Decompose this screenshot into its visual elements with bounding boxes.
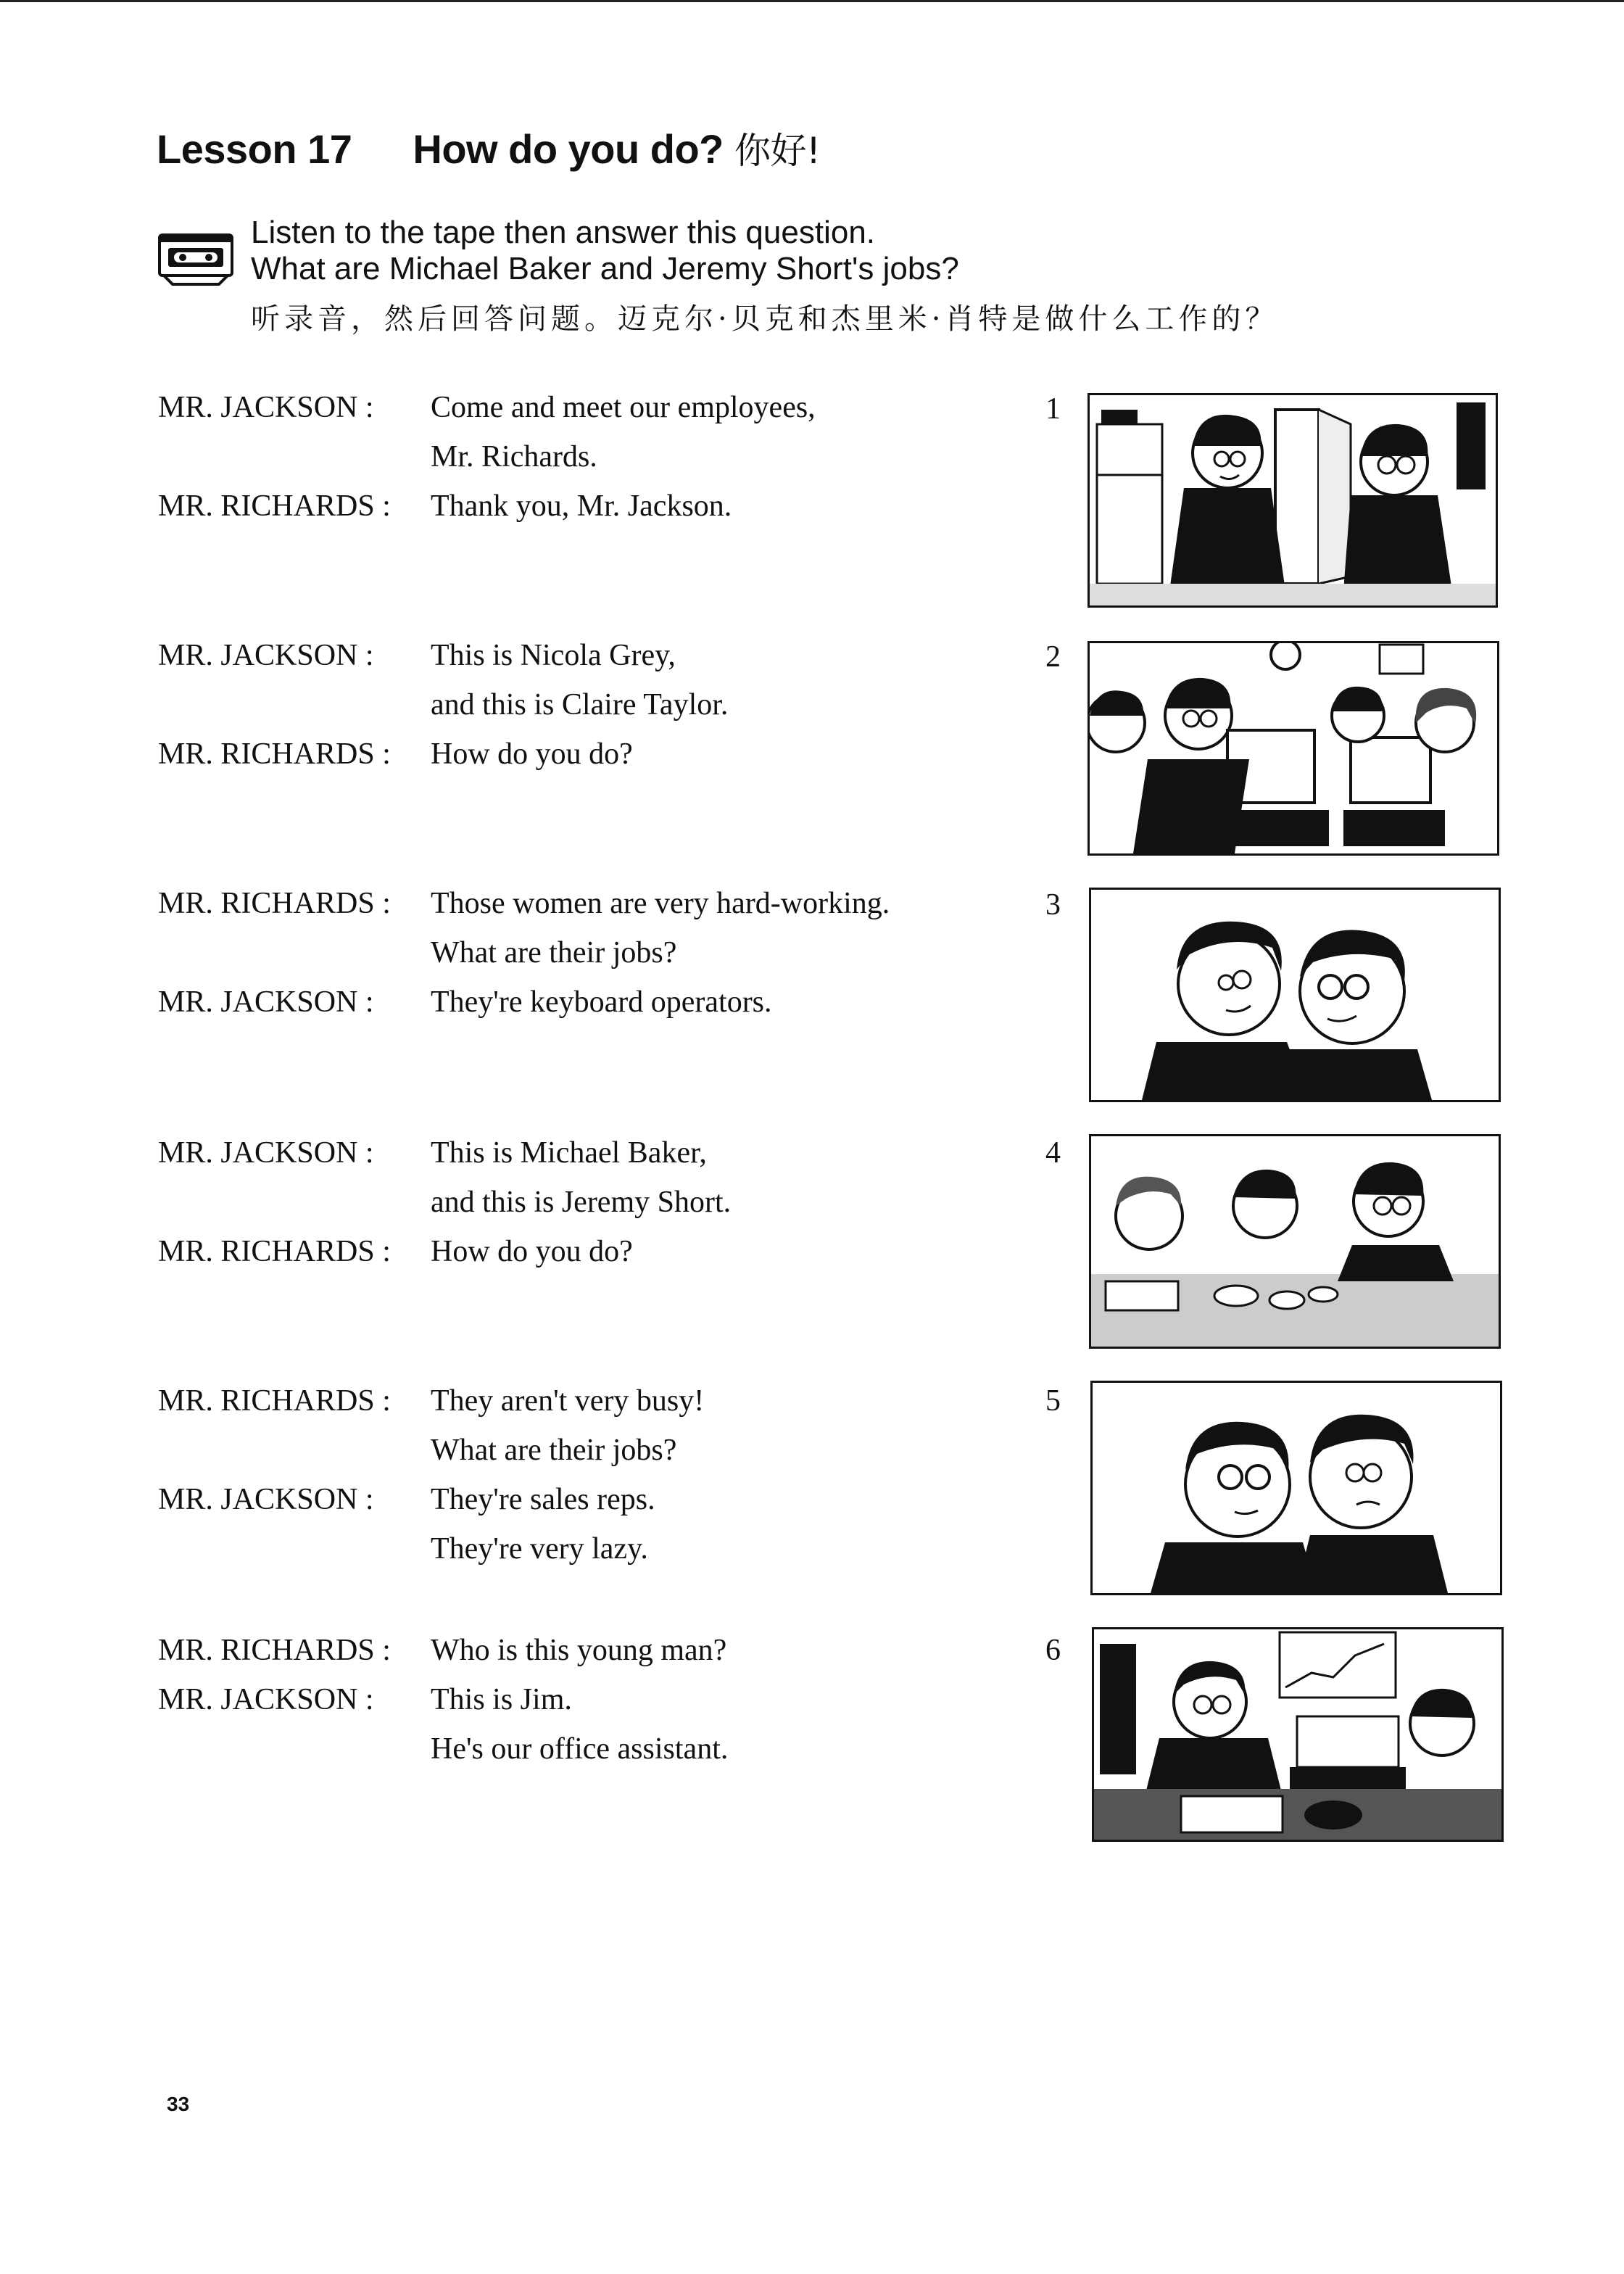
page-number: 33 <box>167 2093 190 2115</box>
speaker-label: MR. JACKSON : <box>158 985 374 1019</box>
dialogue-line: What are their jobs? <box>431 1434 677 1467</box>
dialogue-line: They're keyboard operators. <box>431 985 772 1019</box>
panel-number: 4 <box>1045 1136 1061 1170</box>
panel-number: 2 <box>1045 640 1061 674</box>
instruction-line-1: Listen to the tape then answer this question. <box>251 215 876 250</box>
speaker-label: MR. JACKSON : <box>158 391 374 424</box>
speaker-label: MR. JACKSON : <box>158 639 374 672</box>
speaker-label: MR. RICHARDS : <box>158 1235 391 1268</box>
dialogue-line: Those women are very hard-working. <box>431 887 890 920</box>
panel-number: 1 <box>1045 392 1061 426</box>
comic-panel-2 <box>1088 641 1499 856</box>
speaker-label: MR. JACKSON : <box>158 1683 374 1716</box>
comic-panel-1 <box>1088 393 1498 608</box>
panel-number: 6 <box>1045 1634 1061 1667</box>
dialogue-line: This is Nicola Grey, <box>431 639 676 672</box>
speaker-label: MR. RICHARDS : <box>158 1384 391 1418</box>
comic-panel-6 <box>1092 1627 1504 1842</box>
speaker-label: MR. JACKSON : <box>158 1483 374 1516</box>
speaker-label: MR. RICHARDS : <box>158 887 391 920</box>
dialogue-line: How do you do? <box>431 1235 633 1268</box>
speaker-label: MR. RICHARDS : <box>158 737 391 771</box>
instruction-line-cn: 听录音，然后回答问题。迈克尔·贝克和杰里米·肖特是做什么工作的？ <box>251 302 1279 336</box>
dialogue-line: They're sales reps. <box>431 1483 655 1516</box>
lesson-title <box>157 122 821 174</box>
dialogue-line: Thank you, Mr. Jackson. <box>431 489 732 523</box>
dialogue-line: Come and meet our employees, <box>431 391 816 424</box>
dialogue-line: Who is this young man? <box>431 1634 727 1667</box>
cassette-tape-icon <box>158 232 233 291</box>
dialogue-line: This is Jim. <box>431 1683 572 1716</box>
dialogue-line: They're very lazy. <box>431 1532 648 1566</box>
comic-panel-4 <box>1089 1134 1501 1349</box>
comic-panel-3 <box>1089 888 1501 1102</box>
dialogue-line: and this is Claire Taylor. <box>431 688 729 722</box>
panel-number: 5 <box>1045 1384 1061 1418</box>
instruction-line-2: What are Michael Baker and Jeremy Short's jobs? <box>251 251 959 286</box>
top-rule <box>0 0 1624 2</box>
lesson-label: Lesson 17 <box>157 126 352 172</box>
panel-number: 3 <box>1045 888 1061 922</box>
dialogue-line: and this is Jeremy Short. <box>431 1186 732 1219</box>
speaker-label: MR. RICHARDS : <box>158 1634 391 1667</box>
dialogue-line: What are their jobs? <box>431 936 677 969</box>
dialogue-line: How do you do? <box>431 737 633 771</box>
lesson-heading: How do you do? <box>413 126 724 172</box>
lesson-heading-cn: 你好! <box>734 130 821 172</box>
speaker-label: MR. JACKSON : <box>158 1136 374 1170</box>
speaker-label: MR. RICHARDS : <box>158 489 391 523</box>
dialogue-line: Mr. Richards. <box>431 440 597 474</box>
dialogue-line: He's our office assistant. <box>431 1732 729 1766</box>
dialogue-line: This is Michael Baker, <box>431 1136 707 1170</box>
dialogue-line: They aren't very busy! <box>431 1384 705 1418</box>
comic-panel-5 <box>1090 1381 1502 1595</box>
